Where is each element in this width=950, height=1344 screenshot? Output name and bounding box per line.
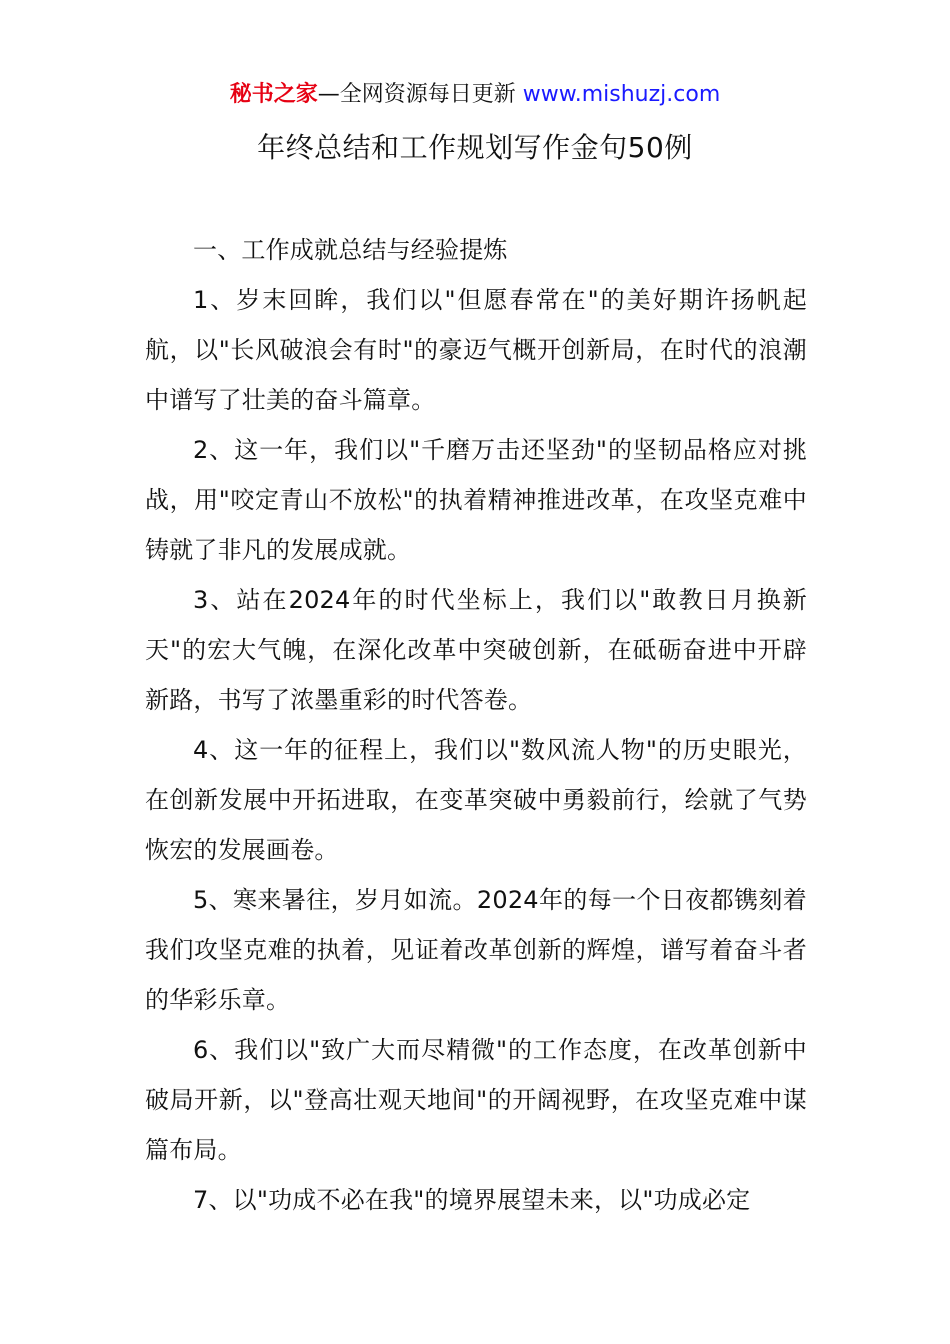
header-tagline: —全网资源每日更新 xyxy=(317,82,516,107)
document-body xyxy=(145,225,807,1225)
brand-name: 秘书之家 xyxy=(229,82,318,107)
section-heading: 一、工作成就总结与经验提炼 xyxy=(193,236,508,264)
site-url-link[interactable]: www.mishuzj.com xyxy=(522,82,721,107)
paragraph-7: 7、以"功成不必在我"的境界展望未来，以"功成必定 xyxy=(193,1186,751,1214)
paragraph-4: 4、这一年的征程上，我们以"数风流人物"的历史眼光，在创新发展中开拓进取，在变革突破中勇毅前行，绘就了气势恢宏的发展画卷。 xyxy=(145,736,807,864)
paragraph-2: 2、这一年，我们以"千磨万击还坚劲"的坚韧品格应对挑战，用"咬定青山不放松"的执着精神推进改革，在攻坚克难中铸就了非凡的发展成就。 xyxy=(145,436,807,564)
paragraph-6: 6、我们以"致广大而尽精微"的工作态度，在改革创新中破局开新，以"登高壮观天地间"的开阔视野，在攻坚克难中谋篇布局。 xyxy=(145,1036,807,1164)
document-title: 年终总结和工作规划写作金句50例 xyxy=(257,131,693,164)
paragraph-5: 5、寒来暑往，岁月如流。2024年的每一个日夜都镌刻着我们攻坚克难的执着，见证着改革创新的辉煌，谱写着奋斗者的华彩乐章。 xyxy=(145,886,807,1014)
paragraph-3: 3、站在2024年的时代坐标上，我们以"敢教日月换新天"的宏大气魄，在深化改革中突破创新，在砥砺奋进中开辟新路，书写了浓墨重彩的时代答卷。 xyxy=(145,586,807,714)
page-header xyxy=(0,78,950,112)
paragraph-1: 1、岁末回眸，我们以"但愿春常在"的美好期许扬帆起航，以"长风破浪会有时"的豪迈气概开创新局，在时代的浪潮中谱写了壮美的奋斗篇章。 xyxy=(145,286,807,414)
